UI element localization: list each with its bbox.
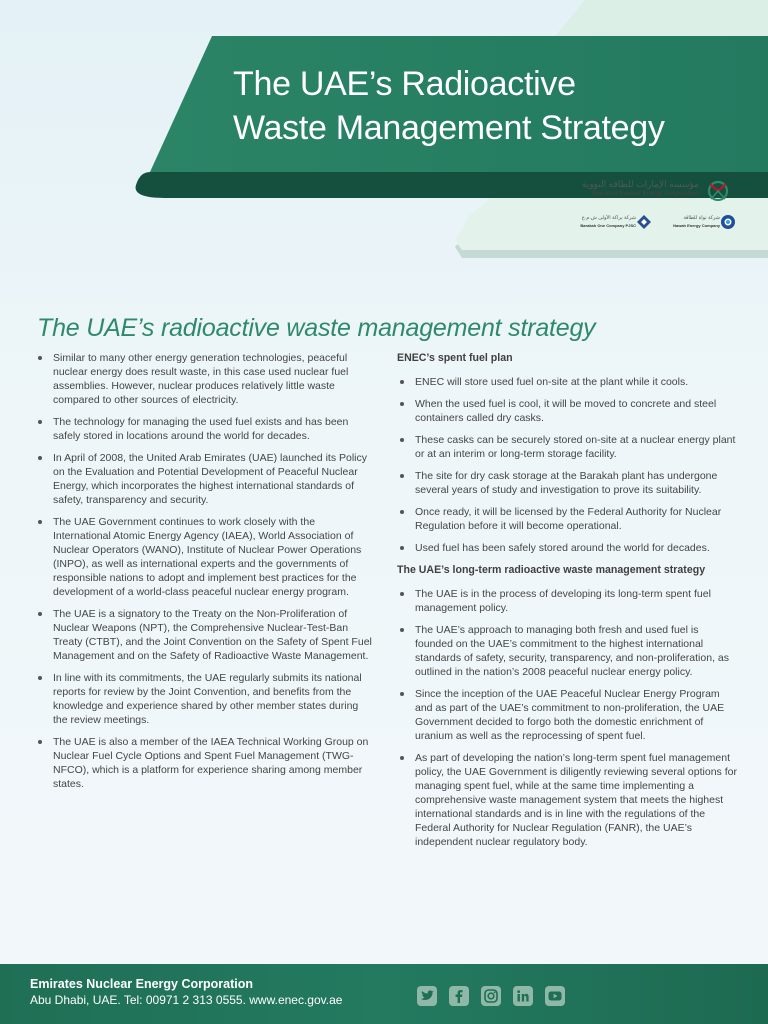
left-bullet-list bbox=[35, 351, 375, 791]
footer-org-name: Emirates Nuclear Energy Corporation bbox=[30, 977, 253, 991]
long-term-bullet-item: The UAE’s approach to managing both fresh and used fuel is founded on the UAE’s commitment to the highest international standards of safety, security, transparency, and non-proliferation, as outlined in the nation’s 2008 peaceful nuclear energy policy. bbox=[397, 623, 737, 679]
nawah-logo-arabic: شركة نواة للطاقة bbox=[683, 215, 720, 221]
nawah-emblem-icon bbox=[720, 214, 736, 230]
barakah-logo bbox=[566, 213, 652, 235]
nawah-logo-english: Nawah Energy Company bbox=[673, 223, 720, 228]
long-term-bullet-item: The UAE is in the process of developing its long-term spent fuel management policy. bbox=[397, 587, 737, 615]
spent-fuel-plan-list bbox=[397, 375, 737, 555]
banner-title-line2: Waste Management Strategy bbox=[233, 109, 665, 147]
left-bullet-item: Similar to many other energy generation technologies, peaceful nuclear energy does result waste, in this case used nuclear fuel assemblies. However, nuclear produces relatively little waste compared to other sources of electricity. bbox=[35, 351, 375, 407]
long-term-strategy-heading: The UAE’s long-term radioactive waste management strategy bbox=[397, 564, 706, 576]
right-column bbox=[397, 351, 737, 857]
banner-title-line1: The UAE’s Radioactive bbox=[233, 65, 576, 103]
long-term-bullet-item: Since the inception of the UAE Peaceful Nuclear Energy Program and as part of the UAE’s commitment to non-proliferation, the UAE Government decided to forgo both the domestic enrichment of uranium as well as the reprocessing of spent fuel. bbox=[397, 687, 737, 743]
twitter-icon[interactable] bbox=[417, 986, 437, 1006]
left-bullet-item: The technology for managing the used fuel exists and has been safely stored in locations around the world for decades. bbox=[35, 415, 375, 443]
instagram-icon[interactable] bbox=[481, 986, 501, 1006]
youtube-icon[interactable] bbox=[545, 986, 565, 1006]
left-bullet-item: The UAE is also a member of the IAEA Technical Working Group on Nuclear Fuel Cycle Options and Spent Fuel Management (TWG-NFCO), which is a platform for experience sharing among member states. bbox=[35, 735, 375, 791]
linkedin-icon[interactable] bbox=[513, 986, 533, 1006]
spent-fuel-bullet-item: These casks can be securely stored on-site at a nuclear energy plant or at an interim or long-term storage facility. bbox=[397, 433, 737, 461]
left-bullet-item: The UAE Government continues to work closely with the International Atomic Energy Agency (IAEA), World Association of Nuclear Operators (WANO), Institute of Nuclear Power Operations (INPO), as well as international experts and the governments of responsible nations to adopt and implement best practices for the development of a world-class peaceful nuclear energy program. bbox=[35, 515, 375, 599]
enec-emblem-icon bbox=[705, 178, 731, 204]
banner-title bbox=[233, 62, 753, 150]
barakah-logo-english: Barakah One Company PJSC bbox=[580, 223, 636, 228]
spent-fuel-bullet-item: Used fuel has been safely stored around the world for decades. bbox=[397, 541, 737, 555]
left-bullet-item: In line with its commitments, the UAE regularly submits its national reports for review by the Joint Convention, and benefits from the knowledge and experience shared by other member states during the review meetings. bbox=[35, 671, 375, 727]
facebook-icon[interactable] bbox=[449, 986, 469, 1006]
section-title: The UAE’s radioactive waste management strategy bbox=[37, 314, 596, 342]
left-bullet-item: The UAE is a signatory to the Treaty on the Non-Proliferation of Nuclear Weapons (NPT), the Comprehensive Nuclear-Test-Ban Treaty (CTBT), and the Joint Convention on the Safety of Spent Fuel Management and on the Safety of Radioactive Waste Management. bbox=[35, 607, 375, 663]
subsidiary-logos bbox=[566, 213, 736, 235]
spent-fuel-plan-heading: ENEC’s spent fuel plan bbox=[397, 352, 513, 364]
spent-fuel-bullet-item: ENEC will store used fuel on-site at the plant while it cools. bbox=[397, 375, 737, 389]
enec-logo-english: Emirates Nuclear Energy Corporation bbox=[591, 191, 699, 197]
left-bullet-item: In April of 2008, the United Arab Emirates (UAE) launched its Policy on the Evaluation and Potential Development of Peaceful Nuclear Energy, which incorporates the highest international standards of safety, transparency and security. bbox=[35, 451, 375, 507]
enec-logo bbox=[560, 178, 735, 206]
barakah-logo-arabic: شركة براكة الأولى ش.م.خ bbox=[581, 215, 636, 221]
spent-fuel-bullet-item: When the used fuel is cool, it will be moved to concrete and steel containers called dry casks. bbox=[397, 397, 737, 425]
footer-address: Abu Dhabi, UAE. Tel: 00971 2 313 0555. www.enec.gov.ae bbox=[30, 993, 343, 1007]
long-term-strategy-list bbox=[397, 587, 737, 849]
enec-logo-arabic: مؤسسة الإمارات للطاقة النووية bbox=[581, 179, 699, 189]
spent-fuel-bullet-item: The site for dry cask storage at the Barakah plant has undergone several years of study and investigation to prove its suitability. bbox=[397, 469, 737, 497]
long-term-bullet-item: As part of developing the nation’s long-term spent fuel management policy, the UAE Government is diligently reviewing several options for managing spent fuel, while at the same time implementing a comprehensive waste management system that meets the highest international standards and is in line with the regulations of the Federal Authority for Nuclear Regulation (FANR), the UAE’s independent nuclear regulatory body. bbox=[397, 751, 737, 849]
nawah-logo bbox=[658, 213, 736, 235]
barakah-emblem-icon bbox=[636, 214, 652, 230]
footer bbox=[0, 964, 768, 1024]
spent-fuel-bullet-item: Once ready, it will be licensed by the Federal Authority for Nuclear Regulation before it will become operational. bbox=[397, 505, 737, 533]
left-column bbox=[35, 351, 375, 799]
